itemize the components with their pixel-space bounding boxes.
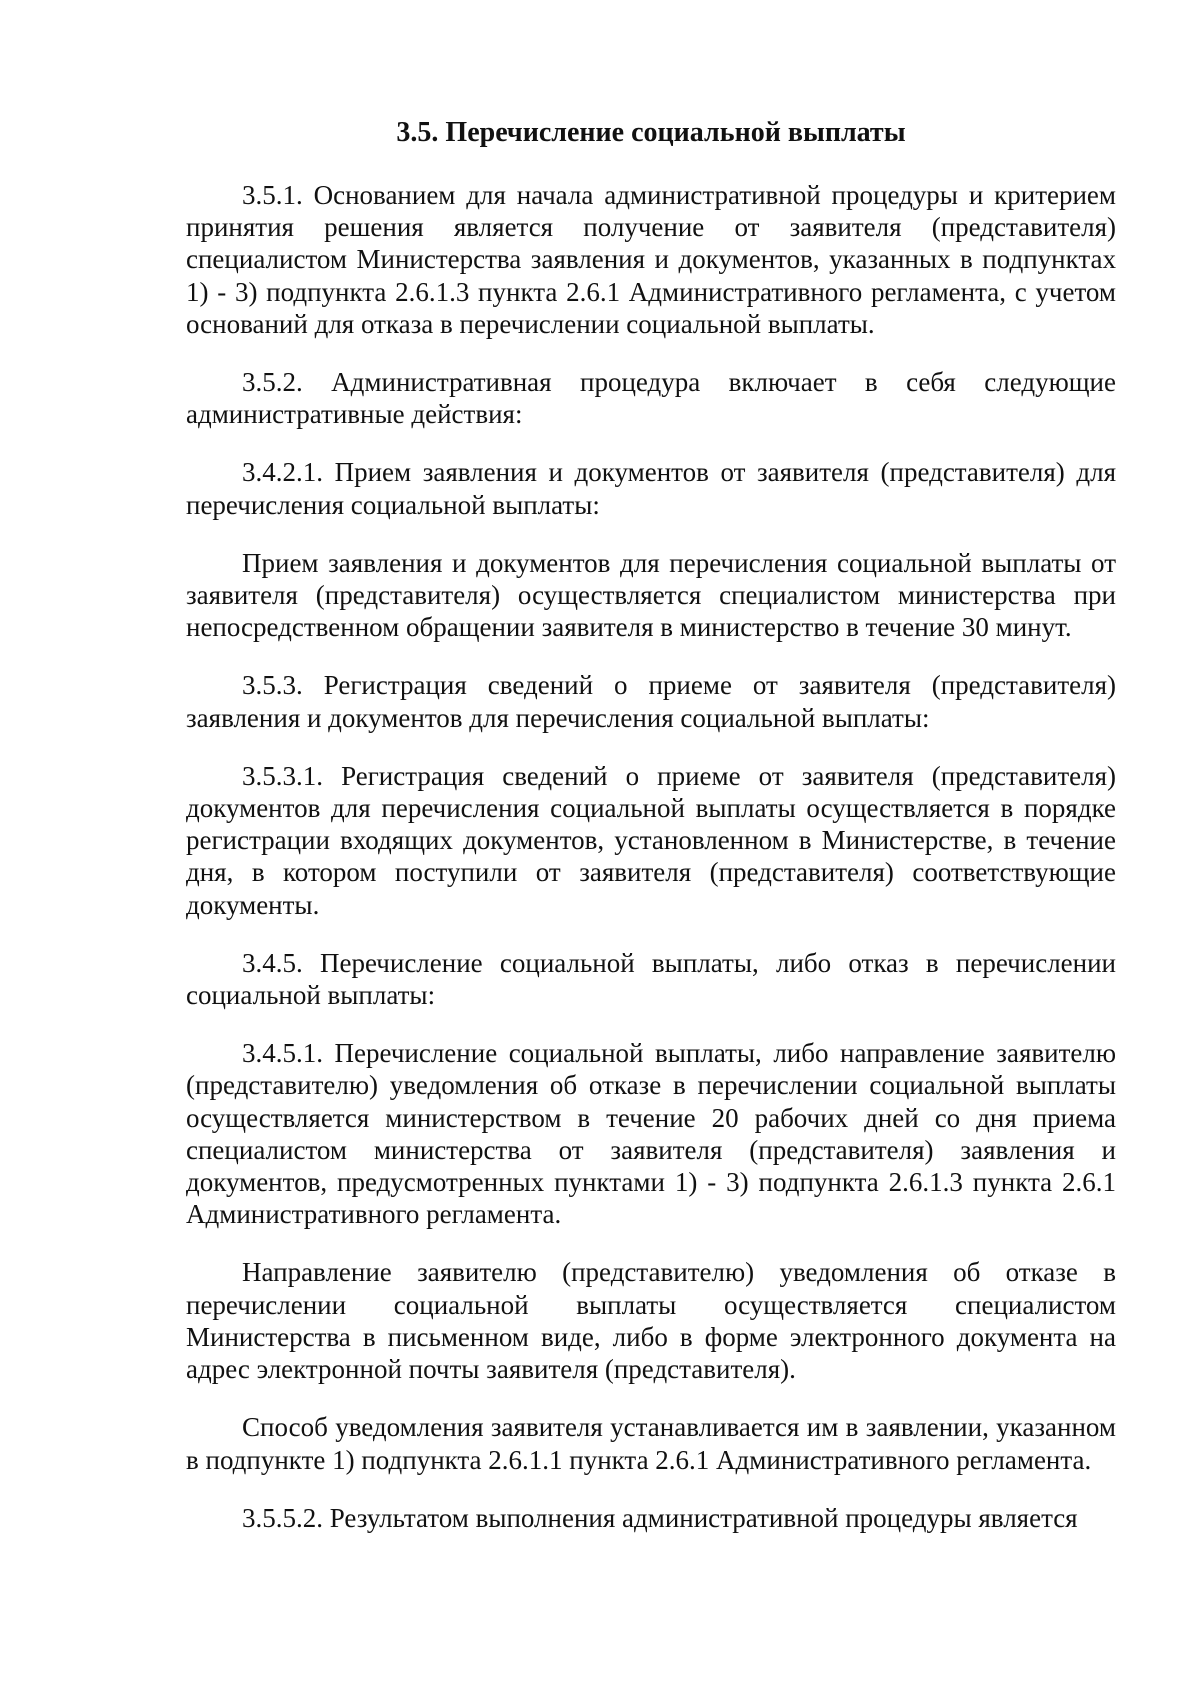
paragraph-notification-method: Способ уведомления заявителя устанавливается им в заявлении, указанном в подпункте 1) подпункта 2.6.1.1 пункта 2.6.1 Административного регламента. xyxy=(186,1412,1116,1475)
paragraph-3-4-2-1: 3.4.2.1. Прием заявления и документов от заявителя (представителя) для перечисления социальной выплаты: xyxy=(186,457,1116,520)
paragraph-3-4-5-1: 3.4.5.1. Перечисление социальной выплаты, либо направление заявителю (представителю) уведомления об отказе в перечислении социальной выплаты осуществляется министерством в течение 20 рабочих дней со дня приема специалистом министерства от заявителя (представителя) заявления и документов, предусмотренных пунктами 1) - 3) подпункта 2.6.1.3 пункта 2.6.1 Административного регламента. xyxy=(186,1038,1116,1230)
paragraph-3-5-3-1: 3.5.3.1. Регистрация сведений о приеме от заявителя (представителя) документов для перечисления социальной выплаты осуществляется в порядке регистрации входящих документов, установленном в Министерстве, в течение дня, в котором поступили от заявителя (представителя) соответствующие документы. xyxy=(186,760,1116,920)
paragraph-3-5-3: 3.5.3. Регистрация сведений о приеме от заявителя (представителя) заявления и документов для перечисления социальной выплаты: xyxy=(186,670,1116,733)
paragraph-3-5-1: 3.5.1. Основанием для начала административной процедуры и критерием принятия решения является получение от заявителя (представителя) специалистом Министерства заявления и документов, указанных в подпунктах 1) - 3) подпункта 2.6.1.3 пункта 2.6.1 Административного регламента, с учетом оснований для отказа в перечислении социальной выплаты. xyxy=(186,180,1116,339)
section-title: 3.5. Перечисление социальной выплаты xyxy=(396,117,906,148)
document-body xyxy=(186,113,1116,1534)
paragraph-refusal-notice: Направление заявителю (представителю) уведомления об отказе в перечислении социальной выплаты осуществляется специалистом Министерства в письменном виде, либо в форме электронного документа на адрес электронной почты заявителя (представителя). xyxy=(186,1257,1116,1385)
paragraph-reception-time: Прием заявления и документов для перечисления социальной выплаты от заявителя (представителя) осуществляется специалистом министерства при непосредственном обращении заявителя в министерство в течение 30 минут. xyxy=(186,547,1116,643)
paragraph-3-4-5: 3.4.5. Перечисление социальной выплаты, либо отказ в перечислении социальной выплаты: xyxy=(186,947,1116,1011)
paragraph-3-5-2: 3.5.2. Административная процедура включает в себя следующие административные действия: xyxy=(186,367,1116,430)
paragraph-3-5-5-2: 3.5.5.2. Результатом выполнения административной процедуры является xyxy=(242,1502,1078,1533)
